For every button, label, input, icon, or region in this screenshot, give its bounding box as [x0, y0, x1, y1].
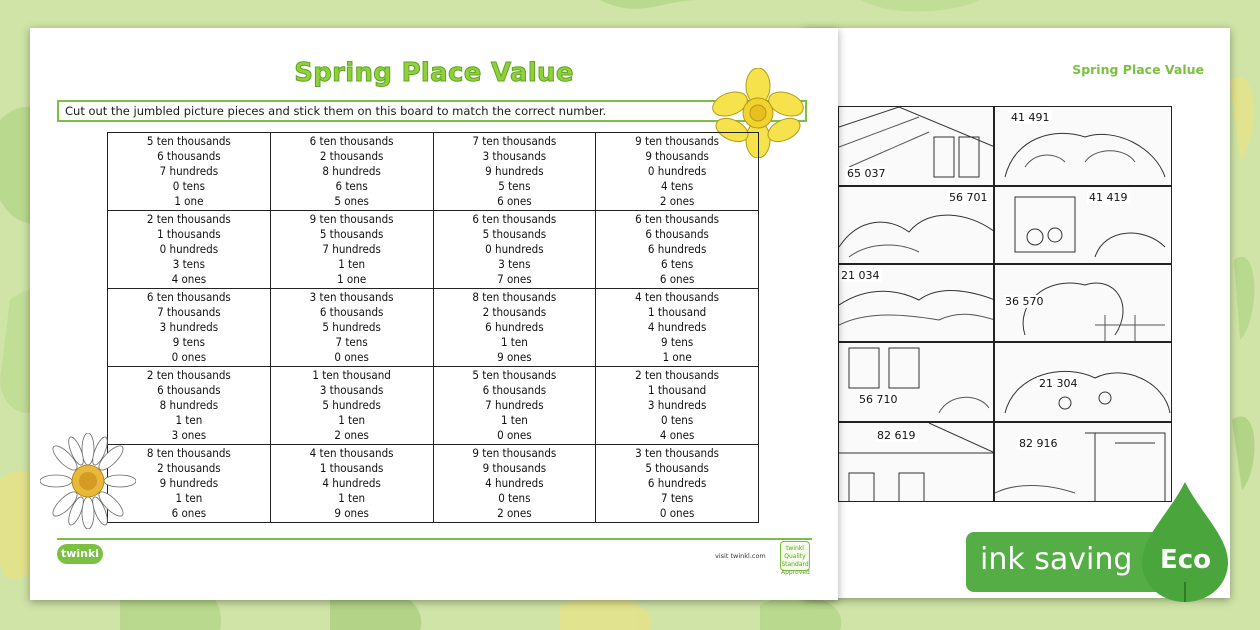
- place-value-line: 1 one: [174, 194, 204, 208]
- place-value-line: 3 hundreds: [647, 398, 707, 412]
- table-row: [108, 445, 759, 523]
- place-value-line: 9 ones: [334, 506, 369, 520]
- place-value-line: 9 tens: [172, 335, 205, 349]
- place-value-line: 0 hundreds: [647, 164, 707, 178]
- place-value-line: 3 ones: [171, 428, 207, 442]
- place-value-cell: [108, 289, 271, 367]
- puzzle-piece[interactable]: [994, 186, 1172, 264]
- place-value-line: 9 ten thousands: [472, 446, 557, 460]
- place-value-line: 5 ten thousands: [472, 368, 557, 382]
- place-value-line: 1 ten: [338, 413, 366, 427]
- place-value-line: 2 ten thousands: [146, 212, 231, 226]
- place-value-line: 5 hundreds: [322, 398, 381, 412]
- place-value-line: 1 ten thousand: [312, 368, 391, 382]
- place-value-cell: [108, 133, 271, 211]
- ink-saving-label: ink saving: [980, 542, 1133, 577]
- place-value-line: 2 ten thousands: [146, 368, 231, 382]
- place-value-line: 1 ten: [338, 491, 366, 505]
- place-value-line: 9 ten thousands: [635, 134, 720, 148]
- place-value-line: 6 tens: [661, 257, 694, 271]
- place-value-line: 5 ones: [334, 194, 369, 208]
- place-value-line: 6 thousands: [319, 305, 384, 319]
- puzzle-piece[interactable]: [838, 422, 994, 502]
- place-value-line: 7 tens: [335, 335, 368, 349]
- place-value-line: 6 ones: [659, 272, 695, 286]
- place-value-line: 6 hundreds: [647, 242, 707, 256]
- place-value-cell: [270, 367, 433, 445]
- place-value-line: 6 ones: [171, 506, 207, 520]
- place-value-line: 0 ones: [497, 428, 532, 442]
- worksheet-page: [30, 28, 838, 600]
- place-value-line: 6 ten thousands: [309, 134, 394, 148]
- place-value-line: 6 ten thousands: [472, 212, 557, 226]
- place-value-line: 6 tens: [335, 179, 368, 193]
- place-value-line: 4 ten thousands: [309, 446, 394, 460]
- page-title: Spring Place Value: [294, 58, 574, 88]
- daisy-icon: [40, 433, 136, 529]
- place-value-line: 9 tens: [661, 335, 694, 349]
- place-value-line: 9 ten thousands: [309, 212, 394, 226]
- house-window-illustration: [839, 343, 994, 422]
- flower-window-illustration: [995, 187, 1172, 264]
- place-value-line: 2 thousands: [319, 149, 384, 163]
- place-value-line: 0 hundreds: [485, 242, 544, 256]
- piece-number: 56 710: [859, 393, 898, 406]
- place-value-line: 1 ten: [175, 413, 203, 427]
- place-value-line: 4 hundreds: [322, 476, 381, 490]
- piece-number: 65 037: [847, 167, 886, 180]
- puzzle-piece[interactable]: [838, 264, 994, 342]
- place-value-line: 2 ones: [497, 506, 532, 520]
- place-value-line: 7 tens: [661, 491, 694, 505]
- place-value-line: 6 ten thousands: [146, 290, 231, 304]
- place-value-cell: [433, 133, 596, 211]
- place-value-line: 5 thousands: [482, 227, 547, 241]
- place-value-table: [107, 132, 759, 523]
- place-value-line: 6 thousands: [157, 149, 221, 163]
- place-value-line: 4 ten thousands: [635, 290, 720, 304]
- piece-number: 21 304: [1039, 377, 1078, 390]
- piece-number: 36 570: [1005, 295, 1044, 308]
- quality-badge: twinkl Quality Standard Approved: [780, 541, 810, 571]
- place-value-line: 3 tens: [172, 257, 205, 271]
- place-value-line: 5 thousands: [319, 227, 384, 241]
- place-value-line: 6 hundreds: [647, 476, 707, 490]
- place-value-cell: [596, 133, 759, 211]
- place-value-line: 6 thousands: [482, 383, 547, 397]
- place-value-cell: [270, 211, 433, 289]
- place-value-line: 3 thousands: [482, 149, 547, 163]
- piece-number: 56 701: [949, 191, 988, 204]
- place-value-line: 4 ones: [659, 428, 695, 442]
- place-value-line: 2 ten thousands: [635, 368, 720, 382]
- place-value-cell: [596, 367, 759, 445]
- place-value-line: 0 tens: [172, 179, 205, 193]
- visit-link[interactable]: visit twinkl.com: [715, 552, 766, 560]
- place-value-line: 0 tens: [661, 413, 694, 427]
- place-value-line: 5 thousands: [645, 461, 709, 475]
- place-value-line: 5 hundreds: [322, 320, 381, 334]
- place-value-line: 7 hundreds: [322, 242, 381, 256]
- place-value-cell: [433, 367, 596, 445]
- puzzle-piece[interactable]: [838, 186, 994, 264]
- table-row: [108, 211, 759, 289]
- place-value-line: 8 ten thousands: [146, 446, 231, 460]
- place-value-line: 8 ten thousands: [472, 290, 557, 304]
- place-value-line: 8 hundreds: [322, 164, 381, 178]
- table-row: [108, 289, 759, 367]
- place-value-line: 1 thousand: [648, 383, 707, 397]
- piece-number: 82 916: [1019, 437, 1058, 450]
- puzzle-piece[interactable]: [994, 342, 1172, 422]
- place-value-line: 6 thousands: [645, 227, 709, 241]
- place-value-cell: [433, 445, 596, 523]
- place-value-line: 9 hundreds: [485, 164, 544, 178]
- place-value-line: 8 hundreds: [159, 398, 219, 412]
- place-value-line: 9 hundreds: [159, 476, 219, 490]
- place-value-line: 7 ten thousands: [472, 134, 557, 148]
- table-row: [108, 133, 759, 211]
- place-value-line: 3 hundreds: [159, 320, 219, 334]
- puzzle-piece[interactable]: [994, 106, 1172, 186]
- eco-drop-icon: [1140, 482, 1230, 602]
- place-value-line: 5 ten thousands: [146, 134, 231, 148]
- place-value-cell: [596, 289, 759, 367]
- place-value-line: 6 ten thousands: [635, 212, 720, 226]
- place-value-cell: [270, 445, 433, 523]
- place-value-line: 9 thousands: [482, 461, 547, 475]
- place-value-cell: [270, 289, 433, 367]
- place-value-cell: [108, 211, 271, 289]
- puzzle-piece[interactable]: [994, 264, 1172, 342]
- place-value-line: 2 thousands: [157, 461, 221, 475]
- puzzle-piece[interactable]: [838, 342, 994, 422]
- bush-flowers-illustration: [995, 343, 1172, 422]
- place-value-line: 6 hundreds: [485, 320, 544, 334]
- place-value-line: 2 thousands: [482, 305, 547, 319]
- place-value-line: 9 ones: [497, 350, 532, 364]
- place-value-line: 0 hundreds: [159, 242, 219, 256]
- place-value-line: 6 ones: [497, 194, 532, 208]
- eco-label: Eco: [1160, 545, 1212, 575]
- place-value-line: 1 thousands: [319, 461, 384, 475]
- place-value-line: 9 thousands: [645, 149, 709, 163]
- place-value-line: 4 hundreds: [647, 320, 707, 334]
- place-value-line: 7 hundreds: [159, 164, 219, 178]
- place-value-line: 7 ones: [497, 272, 532, 286]
- place-value-line: 3 thousands: [319, 383, 384, 397]
- place-value-line: 3 ten thousands: [635, 446, 720, 460]
- place-value-line: 7 hundreds: [485, 398, 544, 412]
- place-value-line: 2 ones: [659, 194, 695, 208]
- place-value-line: 4 hundreds: [485, 476, 544, 490]
- place-value-line: 1 ten: [175, 491, 203, 505]
- place-value-line: 0 tens: [498, 491, 531, 505]
- place-value-line: 1 ten: [500, 413, 528, 427]
- place-value-line: 0 ones: [171, 350, 207, 364]
- place-value-line: 3 ten thousands: [309, 290, 394, 304]
- place-value-line: 0 ones: [334, 350, 369, 364]
- puzzle-sheet-title: Spring Place Value: [1072, 62, 1204, 77]
- place-value-line: 1 thousands: [157, 227, 221, 241]
- piece-number: 82 619: [877, 429, 916, 442]
- place-value-line: 2 ones: [334, 428, 369, 442]
- puzzle-grid: [838, 106, 1198, 502]
- table-row: [108, 367, 759, 445]
- instruction-box: Cut out the jumbled picture pieces and stick them on this board to match the correct number.: [57, 100, 807, 122]
- puzzle-piece[interactable]: [838, 106, 994, 186]
- place-value-line: 1 one: [337, 272, 367, 286]
- place-value-line: 1 thousand: [648, 305, 707, 319]
- place-value-line: 5 tens: [498, 179, 531, 193]
- place-value-line: 0 ones: [659, 506, 695, 520]
- place-value-cell: [433, 211, 596, 289]
- piece-number: 21 034: [841, 269, 880, 282]
- place-value-line: 6 thousands: [157, 383, 221, 397]
- place-value-line: 1 ten: [500, 335, 528, 349]
- place-value-cell: [596, 445, 759, 523]
- place-value-line: 4 tens: [661, 179, 694, 193]
- place-value-line: 3 tens: [498, 257, 531, 271]
- place-value-line: 7 thousands: [157, 305, 221, 319]
- piece-number: 41 491: [1011, 111, 1050, 124]
- place-value-line: 4 ones: [171, 272, 207, 286]
- place-value-cell: [270, 133, 433, 211]
- place-value-line: 1 ten: [338, 257, 366, 271]
- piece-number: 41 419: [1089, 191, 1128, 204]
- twinkl-logo: twinkl: [57, 544, 103, 564]
- place-value-cell: [596, 211, 759, 289]
- place-value-cell: [433, 289, 596, 367]
- footer-divider: [57, 538, 812, 540]
- place-value-line: 1 one: [662, 350, 692, 364]
